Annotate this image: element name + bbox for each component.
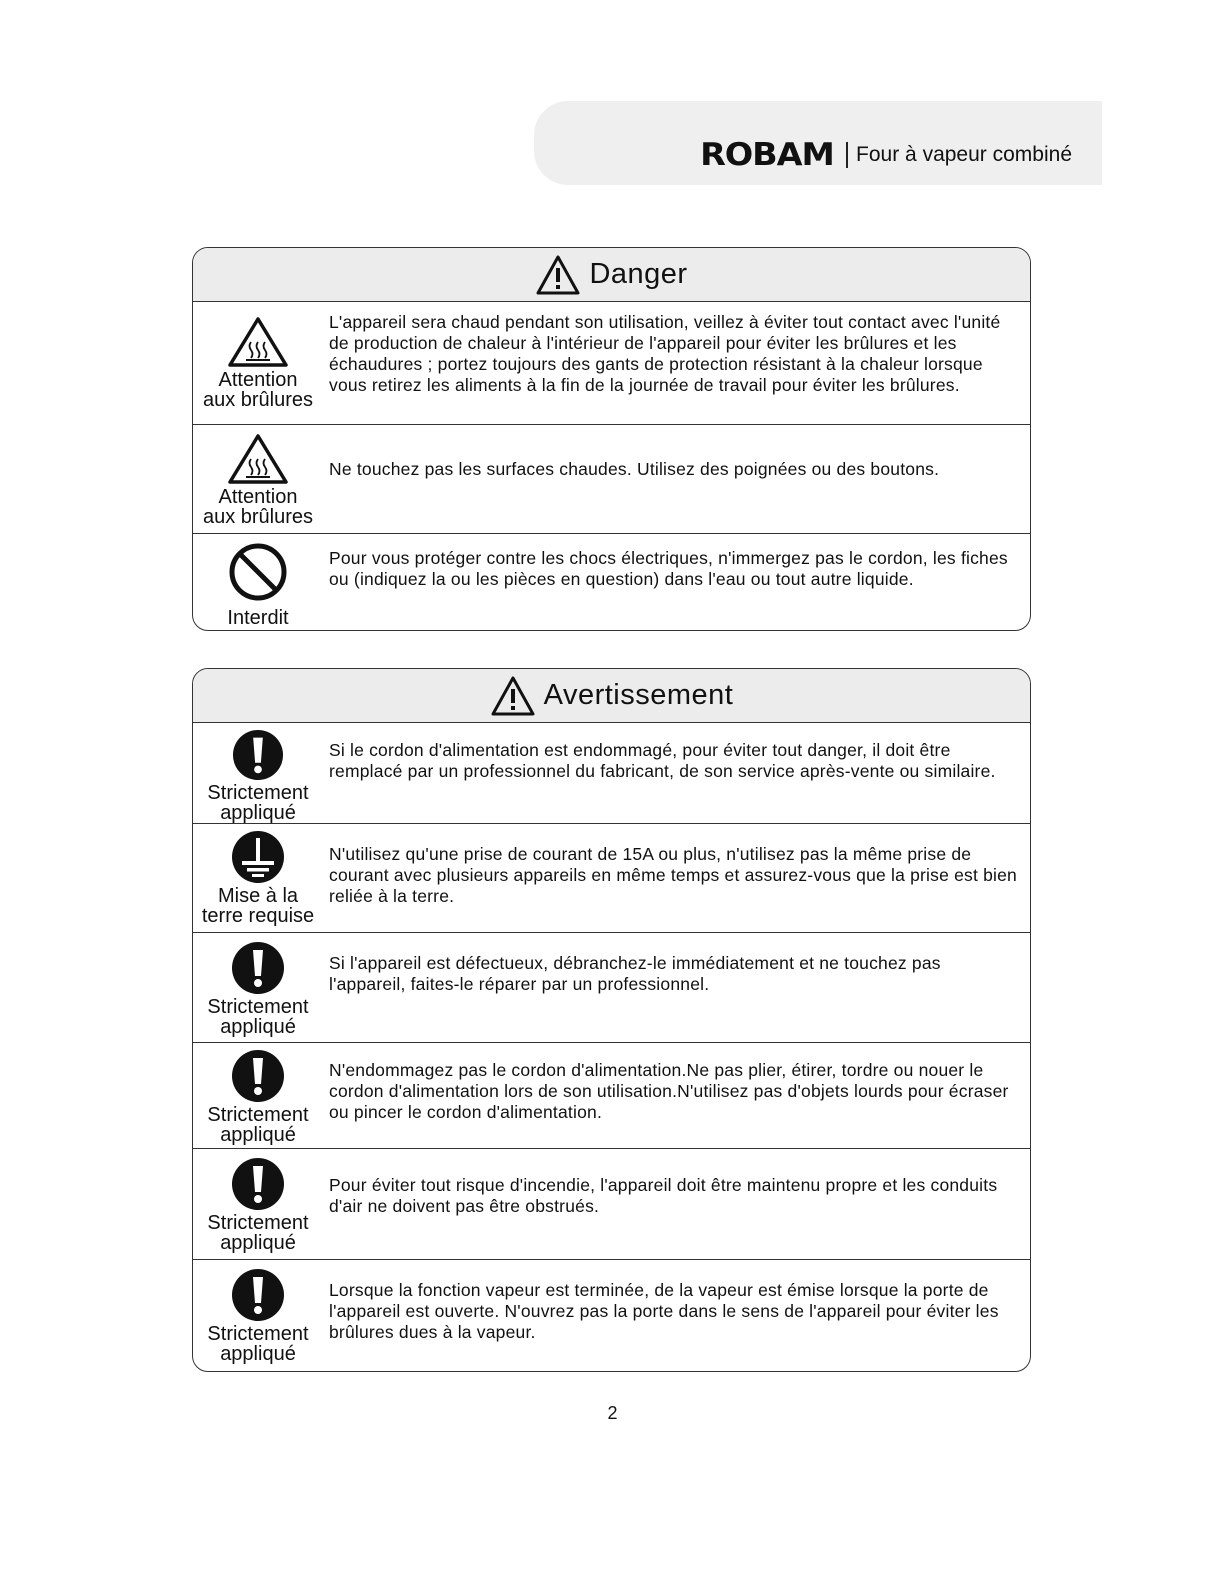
warning-row-symbol bbox=[193, 1260, 323, 1371]
warning-row-text: Si le cordon d'alimentation est endommagé, pour éviter tout danger, il doit être remplacé par un professionnel du fabricant, de son service après-vente ou similaire. bbox=[329, 740, 996, 781]
warning-row-symbol bbox=[193, 824, 323, 932]
mandatory-label: Strictement appliqué bbox=[207, 1212, 309, 1254]
prohibited-label: Interdit bbox=[227, 607, 289, 629]
danger-row-text: Pour vous protéger contre les chocs électriques, n'immergez pas le cordon, les fiches ou (indiquez la ou les pièces en question) dans l'eau ou tout autre liquide. bbox=[329, 548, 1008, 589]
danger-row-symbol bbox=[193, 534, 323, 630]
warning-panel bbox=[192, 668, 1031, 1372]
warning-row bbox=[193, 1043, 1030, 1149]
warning-row bbox=[193, 1260, 1030, 1371]
warning-row-text: Pour éviter tout risque d'incendie, l'appareil doit être maintenu propre et les conduits d'air ne doivent pas être obstrués. bbox=[329, 1175, 998, 1216]
warning-triangle-icon bbox=[490, 675, 536, 717]
danger-row-text: Ne touchez pas les surfaces chaudes. Utilisez des poignées ou des boutons. bbox=[329, 459, 940, 479]
warning-title: Avertissement bbox=[543, 679, 734, 711]
warning-row bbox=[193, 933, 1030, 1043]
danger-row-symbol bbox=[193, 425, 323, 533]
warning-row bbox=[193, 824, 1030, 933]
hot-surface-warning-icon bbox=[227, 316, 289, 368]
mandatory-label: Strictement appliqué bbox=[207, 1104, 309, 1146]
mandatory-exclamation-icon bbox=[231, 729, 285, 781]
danger-row bbox=[193, 425, 1030, 534]
danger-title: Danger bbox=[589, 258, 688, 290]
product-subtitle: Four à vapeur combiné bbox=[856, 143, 1072, 166]
warning-row-text: N'utilisez qu'une prise de courant de 15A ou plus, n'utilisez pas la même prise de courant avec plusieurs appareils en même temps et assurez-vous que la prise est bien reliée à la terre. bbox=[329, 844, 1017, 906]
brand-logo: ROBAM bbox=[700, 137, 835, 173]
danger-panel-header bbox=[193, 248, 1030, 302]
hot-surface-warning-icon bbox=[227, 433, 289, 485]
prohibited-icon bbox=[228, 542, 288, 602]
hazard-label: Attention aux brûlures bbox=[202, 486, 314, 528]
grounding-icon bbox=[231, 830, 285, 884]
mandatory-exclamation-icon bbox=[231, 941, 285, 995]
mandatory-label: Strictement appliqué bbox=[207, 996, 309, 1038]
grounding-label: Mise à la terre requise bbox=[201, 885, 315, 927]
page-number: 2 bbox=[607, 1403, 618, 1423]
mandatory-label: Strictement appliqué bbox=[207, 1323, 309, 1365]
warning-triangle-icon bbox=[535, 254, 581, 296]
danger-row bbox=[193, 302, 1030, 425]
brand-divider bbox=[846, 142, 848, 168]
warning-row-symbol bbox=[193, 1149, 323, 1259]
warning-row-text: N'endommagez pas le cordon d'alimentation.Ne pas plier, étirer, tordre ou nouer le cordon d'alimentation lors de son utilisation.N'utilisez pas d'objets lourds pour écraser ou pincer le cordon d'alimentation. bbox=[329, 1060, 1009, 1122]
danger-row-symbol bbox=[193, 302, 323, 424]
hazard-label: Attention aux brûlures bbox=[202, 369, 314, 411]
danger-panel bbox=[192, 247, 1031, 631]
warning-row-text: Lorsque la fonction vapeur est terminée, de la vapeur est émise lorsque la porte de l'appareil est ouverte. N'ouvrez pas la porte dans le sens de l'appareil pour éviter les brûlures dues à la vapeur. bbox=[329, 1280, 999, 1342]
mandatory-exclamation-icon bbox=[231, 1049, 285, 1103]
brand-line bbox=[534, 137, 1102, 173]
header-band bbox=[534, 101, 1102, 185]
warning-row bbox=[193, 1149, 1030, 1260]
warning-row-symbol bbox=[193, 933, 323, 1042]
danger-row-text: L'appareil sera chaud pendant son utilisation, veillez à éviter tout contact avec l'unité de production de chaleur à l'intérieur de l'appareil pour éviter les brûlures et les échaudures ; portez toujours des gants de protection résistant à la chaleur lorsque vous retirez les aliments à la fin de la journée de travail pour éviter les brûlures. bbox=[329, 312, 1001, 395]
mandatory-exclamation-icon bbox=[231, 1157, 285, 1211]
warning-panel-header bbox=[193, 669, 1030, 723]
mandatory-exclamation-icon bbox=[231, 1268, 285, 1322]
warning-row-symbol bbox=[193, 1043, 323, 1148]
mandatory-label: Strictement appliqué bbox=[207, 782, 309, 824]
warning-row-text: Si l'appareil est défectueux, débranchez-le immédiatement et ne touchez pas l'appareil, faites-le réparer par un professionnel. bbox=[329, 953, 941, 994]
warning-row-symbol bbox=[193, 723, 323, 823]
danger-row bbox=[193, 534, 1030, 630]
warning-row bbox=[193, 723, 1030, 824]
